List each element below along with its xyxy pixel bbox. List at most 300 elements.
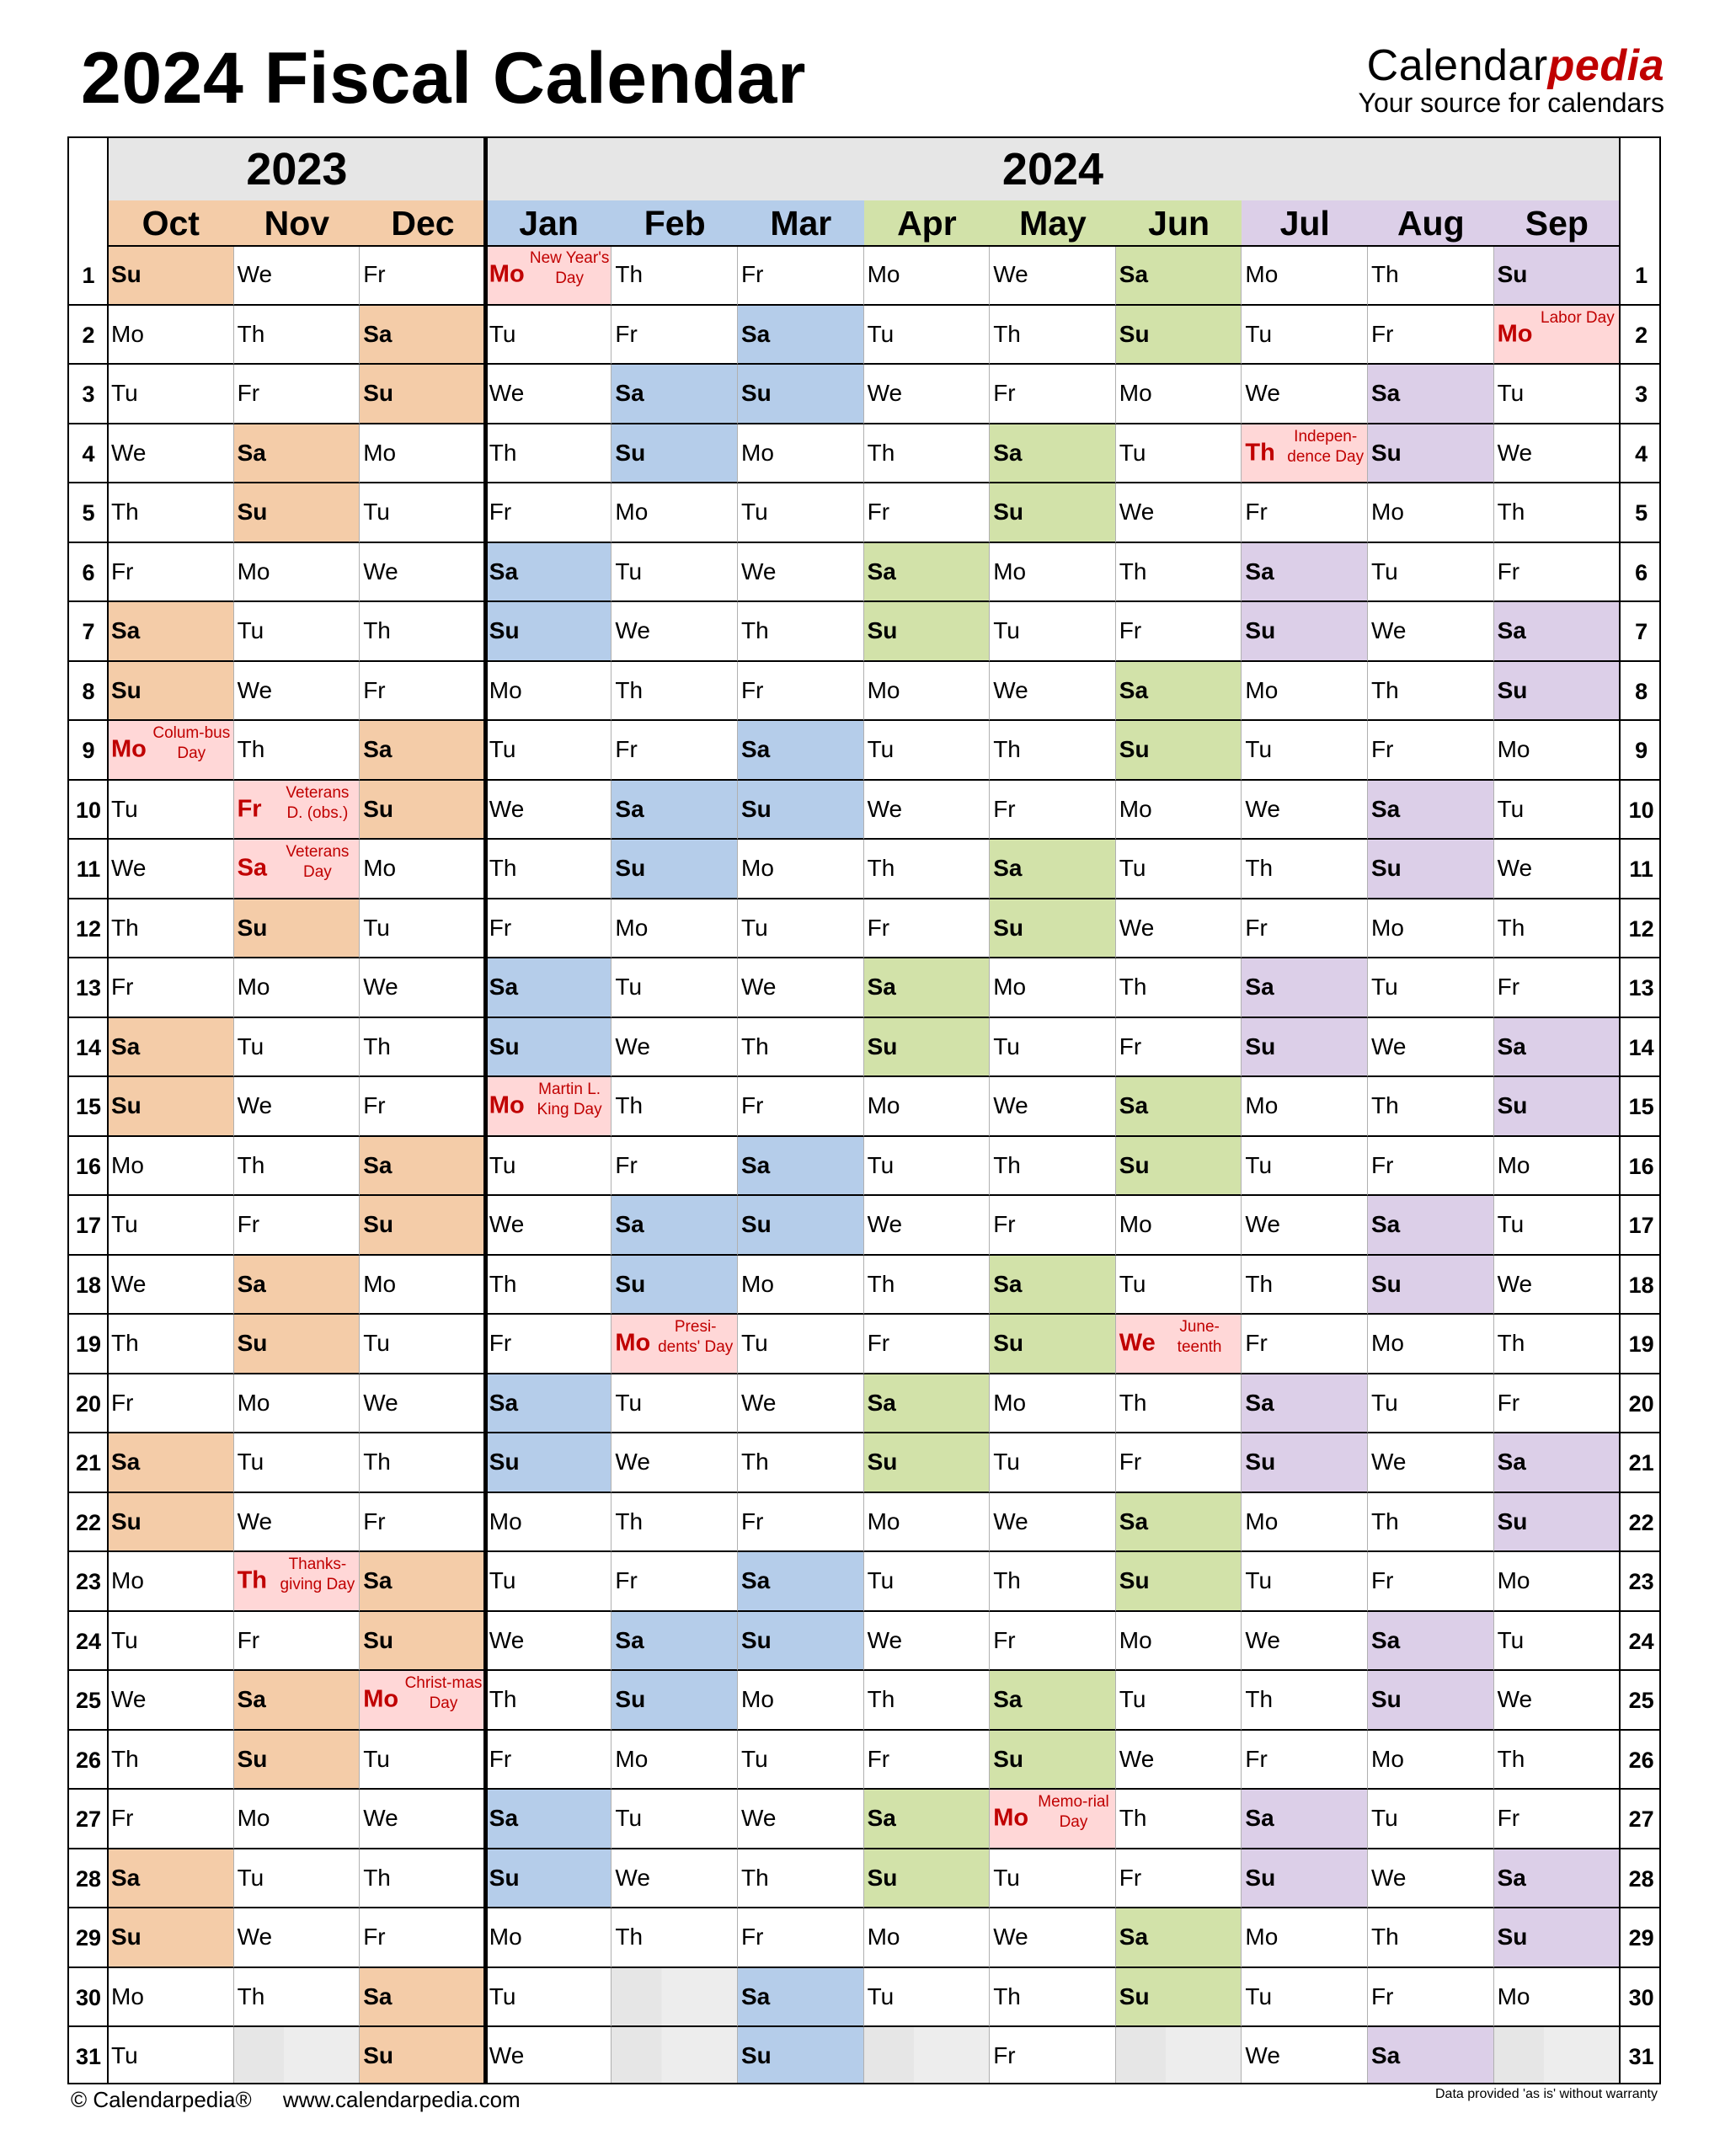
- day-cell-mar-23[interactable]: [738, 1552, 864, 1612]
- day-cell-oct-14[interactable]: [108, 1018, 234, 1078]
- day-cell-aug-25[interactable]: [1368, 1671, 1494, 1731]
- day-cell-jun-2[interactable]: [1116, 306, 1242, 366]
- day-cell-nov-25[interactable]: [234, 1671, 360, 1731]
- day-cell-dec-28[interactable]: [360, 1849, 486, 1909]
- day-cell-jun-15[interactable]: [1116, 1077, 1242, 1137]
- day-cell-jul-17[interactable]: [1242, 1196, 1368, 1256]
- day-cell-jan-3[interactable]: [486, 365, 612, 424]
- day-cell-dec-26[interactable]: [360, 1731, 486, 1790]
- day-cell-feb-14[interactable]: [611, 1018, 738, 1078]
- day-cell-jan-16[interactable]: [486, 1137, 612, 1197]
- day-cell-jul-5[interactable]: [1242, 483, 1368, 543]
- day-cell-jul-15[interactable]: [1242, 1077, 1368, 1137]
- day-cell-jan-20[interactable]: [486, 1374, 612, 1434]
- day-cell-jan-1[interactable]: [486, 246, 612, 306]
- day-cell-oct-11[interactable]: [108, 840, 234, 899]
- day-cell-jul-21[interactable]: [1242, 1433, 1368, 1493]
- day-cell-apr-13[interactable]: [864, 958, 991, 1018]
- day-cell-aug-28[interactable]: [1368, 1849, 1494, 1909]
- day-cell-nov-24[interactable]: [234, 1612, 360, 1672]
- day-cell-jun-24[interactable]: [1116, 1612, 1242, 1672]
- day-cell-dec-16[interactable]: [360, 1137, 486, 1197]
- day-cell-oct-26[interactable]: [108, 1731, 234, 1790]
- day-cell-sep-9[interactable]: [1494, 721, 1621, 781]
- day-cell-nov-2[interactable]: [234, 306, 360, 366]
- day-cell-dec-20[interactable]: [360, 1374, 486, 1434]
- day-cell-jul-24[interactable]: [1242, 1612, 1368, 1672]
- day-cell-aug-21[interactable]: [1368, 1433, 1494, 1493]
- day-cell-dec-5[interactable]: [360, 483, 486, 543]
- day-cell-jul-20[interactable]: [1242, 1374, 1368, 1434]
- day-cell-jan-27[interactable]: [486, 1790, 612, 1849]
- day-cell-sep-28[interactable]: [1494, 1849, 1621, 1909]
- day-cell-nov-20[interactable]: [234, 1374, 360, 1434]
- day-cell-dec-27[interactable]: [360, 1790, 486, 1849]
- day-cell-feb-18[interactable]: [611, 1256, 738, 1315]
- day-cell-jul-4[interactable]: [1242, 424, 1368, 484]
- day-cell-feb-16[interactable]: [611, 1137, 738, 1197]
- day-cell-dec-17[interactable]: [360, 1196, 486, 1256]
- day-cell-may-12[interactable]: [990, 899, 1116, 959]
- day-cell-jan-17[interactable]: [486, 1196, 612, 1256]
- day-cell-aug-6[interactable]: [1368, 543, 1494, 603]
- day-cell-dec-30[interactable]: [360, 1968, 486, 2028]
- day-cell-jan-13[interactable]: [486, 958, 612, 1018]
- day-cell-sep-29[interactable]: [1494, 1908, 1621, 1968]
- day-cell-jan-10[interactable]: [486, 781, 612, 841]
- day-cell-jan-19[interactable]: [486, 1315, 612, 1374]
- day-cell-aug-29[interactable]: [1368, 1908, 1494, 1968]
- day-cell-feb-22[interactable]: [611, 1493, 738, 1553]
- day-cell-nov-17[interactable]: [234, 1196, 360, 1256]
- day-cell-may-14[interactable]: [990, 1018, 1116, 1078]
- day-cell-aug-16[interactable]: [1368, 1137, 1494, 1197]
- day-cell-apr-25[interactable]: [864, 1671, 991, 1731]
- day-cell-mar-4[interactable]: [738, 424, 864, 484]
- day-cell-jun-7[interactable]: [1116, 602, 1242, 662]
- day-cell-aug-3[interactable]: [1368, 365, 1494, 424]
- day-cell-feb-3[interactable]: [611, 365, 738, 424]
- day-cell-jan-26[interactable]: [486, 1731, 612, 1790]
- day-cell-nov-14[interactable]: [234, 1018, 360, 1078]
- day-cell-may-9[interactable]: [990, 721, 1116, 781]
- day-cell-nov-6[interactable]: [234, 543, 360, 603]
- day-cell-feb-29[interactable]: [611, 1908, 738, 1968]
- day-cell-aug-7[interactable]: [1368, 602, 1494, 662]
- day-cell-nov-16[interactable]: [234, 1137, 360, 1197]
- day-cell-oct-20[interactable]: [108, 1374, 234, 1434]
- day-cell-apr-5[interactable]: [864, 483, 991, 543]
- day-cell-jul-9[interactable]: [1242, 721, 1368, 781]
- day-cell-may-26[interactable]: [990, 1731, 1116, 1790]
- day-cell-aug-31[interactable]: [1368, 2027, 1494, 2084]
- day-cell-jul-11[interactable]: [1242, 840, 1368, 899]
- day-cell-mar-3[interactable]: [738, 365, 864, 424]
- day-cell-jul-25[interactable]: [1242, 1671, 1368, 1731]
- day-cell-feb-28[interactable]: [611, 1849, 738, 1909]
- day-cell-sep-6[interactable]: [1494, 543, 1621, 603]
- day-cell-jan-5[interactable]: [486, 483, 612, 543]
- day-cell-jun-30[interactable]: [1116, 1968, 1242, 2028]
- day-cell-nov-22[interactable]: [234, 1493, 360, 1553]
- day-cell-aug-8[interactable]: [1368, 662, 1494, 722]
- day-cell-sep-22[interactable]: [1494, 1493, 1621, 1553]
- day-cell-jun-18[interactable]: [1116, 1256, 1242, 1315]
- day-cell-jun-16[interactable]: [1116, 1137, 1242, 1197]
- day-cell-sep-1[interactable]: [1494, 246, 1621, 306]
- day-cell-feb-12[interactable]: [611, 899, 738, 959]
- day-cell-jun-8[interactable]: [1116, 662, 1242, 722]
- day-cell-may-18[interactable]: [990, 1256, 1116, 1315]
- day-cell-oct-9[interactable]: [108, 721, 234, 781]
- day-cell-oct-25[interactable]: [108, 1671, 234, 1731]
- day-cell-jul-13[interactable]: [1242, 958, 1368, 1018]
- day-cell-mar-18[interactable]: [738, 1256, 864, 1315]
- day-cell-sep-8[interactable]: [1494, 662, 1621, 722]
- day-cell-apr-28[interactable]: [864, 1849, 991, 1909]
- day-cell-jun-5[interactable]: [1116, 483, 1242, 543]
- day-cell-dec-29[interactable]: [360, 1908, 486, 1968]
- day-cell-sep-15[interactable]: [1494, 1077, 1621, 1137]
- day-cell-dec-24[interactable]: [360, 1612, 486, 1672]
- day-cell-nov-9[interactable]: [234, 721, 360, 781]
- day-cell-jul-14[interactable]: [1242, 1018, 1368, 1078]
- day-cell-jul-27[interactable]: [1242, 1790, 1368, 1849]
- day-cell-mar-31[interactable]: [738, 2027, 864, 2084]
- day-cell-mar-11[interactable]: [738, 840, 864, 899]
- day-cell-dec-4[interactable]: [360, 424, 486, 484]
- day-cell-aug-27[interactable]: [1368, 1790, 1494, 1849]
- day-cell-may-20[interactable]: [990, 1374, 1116, 1434]
- day-cell-jun-17[interactable]: [1116, 1196, 1242, 1256]
- day-cell-dec-6[interactable]: [360, 543, 486, 603]
- day-cell-nov-12[interactable]: [234, 899, 360, 959]
- day-cell-oct-19[interactable]: [108, 1315, 234, 1374]
- day-cell-sep-23[interactable]: [1494, 1552, 1621, 1612]
- day-cell-may-8[interactable]: [990, 662, 1116, 722]
- day-cell-feb-5[interactable]: [611, 483, 738, 543]
- day-cell-sep-4[interactable]: [1494, 424, 1621, 484]
- day-cell-mar-9[interactable]: [738, 721, 864, 781]
- day-cell-sep-3[interactable]: [1494, 365, 1621, 424]
- day-cell-aug-20[interactable]: [1368, 1374, 1494, 1434]
- day-cell-mar-20[interactable]: [738, 1374, 864, 1434]
- day-cell-apr-3[interactable]: [864, 365, 991, 424]
- day-cell-apr-4[interactable]: [864, 424, 991, 484]
- day-cell-jun-28[interactable]: [1116, 1849, 1242, 1909]
- day-cell-aug-18[interactable]: [1368, 1256, 1494, 1315]
- day-cell-jan-6[interactable]: [486, 543, 612, 603]
- day-cell-may-21[interactable]: [990, 1433, 1116, 1493]
- day-cell-jul-19[interactable]: [1242, 1315, 1368, 1374]
- day-cell-aug-17[interactable]: [1368, 1196, 1494, 1256]
- day-cell-dec-1[interactable]: [360, 246, 486, 306]
- day-cell-feb-25[interactable]: [611, 1671, 738, 1731]
- day-cell-aug-11[interactable]: [1368, 840, 1494, 899]
- day-cell-apr-29[interactable]: [864, 1908, 991, 1968]
- day-cell-sep-25[interactable]: [1494, 1671, 1621, 1731]
- day-cell-oct-4[interactable]: [108, 424, 234, 484]
- day-cell-aug-4[interactable]: [1368, 424, 1494, 484]
- day-cell-apr-26[interactable]: [864, 1731, 991, 1790]
- day-cell-may-16[interactable]: [990, 1137, 1116, 1197]
- day-cell-jan-28[interactable]: [486, 1849, 612, 1909]
- day-cell-aug-9[interactable]: [1368, 721, 1494, 781]
- day-cell-oct-12[interactable]: [108, 899, 234, 959]
- day-cell-apr-27[interactable]: [864, 1790, 991, 1849]
- day-cell-dec-31[interactable]: [360, 2027, 486, 2084]
- day-cell-jan-15[interactable]: [486, 1077, 612, 1137]
- day-cell-jun-13[interactable]: [1116, 958, 1242, 1018]
- day-cell-nov-28[interactable]: [234, 1849, 360, 1909]
- day-cell-dec-11[interactable]: [360, 840, 486, 899]
- day-cell-may-30[interactable]: [990, 1968, 1116, 2028]
- day-cell-oct-16[interactable]: [108, 1137, 234, 1197]
- footer-website-link[interactable]: www.calendarpedia.com: [282, 2087, 521, 2112]
- day-cell-jan-23[interactable]: [486, 1552, 612, 1612]
- day-cell-jul-28[interactable]: [1242, 1849, 1368, 1909]
- day-cell-mar-5[interactable]: [738, 483, 864, 543]
- day-cell-aug-22[interactable]: [1368, 1493, 1494, 1553]
- day-cell-jul-2[interactable]: [1242, 306, 1368, 366]
- day-cell-jul-22[interactable]: [1242, 1493, 1368, 1553]
- day-cell-dec-21[interactable]: [360, 1433, 486, 1493]
- brand-logo[interactable]: [1358, 41, 1664, 118]
- day-cell-oct-30[interactable]: [108, 1968, 234, 2028]
- day-cell-nov-3[interactable]: [234, 365, 360, 424]
- day-cell-jan-24[interactable]: [486, 1612, 612, 1672]
- day-cell-nov-26[interactable]: [234, 1731, 360, 1790]
- day-cell-nov-13[interactable]: [234, 958, 360, 1018]
- day-cell-feb-17[interactable]: [611, 1196, 738, 1256]
- day-cell-sep-14[interactable]: [1494, 1018, 1621, 1078]
- day-cell-jan-9[interactable]: [486, 721, 612, 781]
- day-cell-sep-13[interactable]: [1494, 958, 1621, 1018]
- day-cell-oct-7[interactable]: [108, 602, 234, 662]
- day-cell-oct-6[interactable]: [108, 543, 234, 603]
- day-cell-dec-25[interactable]: [360, 1671, 486, 1731]
- day-cell-jan-2[interactable]: [486, 306, 612, 366]
- day-cell-jun-19[interactable]: [1116, 1315, 1242, 1374]
- day-cell-may-23[interactable]: [990, 1552, 1116, 1612]
- day-cell-may-29[interactable]: [990, 1908, 1116, 1968]
- day-cell-apr-30[interactable]: [864, 1968, 991, 2028]
- day-cell-oct-22[interactable]: [108, 1493, 234, 1553]
- day-cell-apr-20[interactable]: [864, 1374, 991, 1434]
- day-cell-apr-11[interactable]: [864, 840, 991, 899]
- day-cell-mar-17[interactable]: [738, 1196, 864, 1256]
- day-cell-jun-6[interactable]: [1116, 543, 1242, 603]
- day-cell-jan-21[interactable]: [486, 1433, 612, 1493]
- day-cell-apr-12[interactable]: [864, 899, 991, 959]
- day-cell-oct-8[interactable]: [108, 662, 234, 722]
- day-cell-dec-14[interactable]: [360, 1018, 486, 1078]
- day-cell-mar-30[interactable]: [738, 1968, 864, 2028]
- day-cell-jun-12[interactable]: [1116, 899, 1242, 959]
- day-cell-apr-8[interactable]: [864, 662, 991, 722]
- day-cell-nov-21[interactable]: [234, 1433, 360, 1493]
- day-cell-feb-8[interactable]: [611, 662, 738, 722]
- day-cell-mar-14[interactable]: [738, 1018, 864, 1078]
- day-cell-mar-10[interactable]: [738, 781, 864, 841]
- day-cell-mar-12[interactable]: [738, 899, 864, 959]
- day-cell-mar-27[interactable]: [738, 1790, 864, 1849]
- day-cell-jun-10[interactable]: [1116, 781, 1242, 841]
- day-cell-dec-8[interactable]: [360, 662, 486, 722]
- day-cell-dec-23[interactable]: [360, 1552, 486, 1612]
- day-cell-sep-5[interactable]: [1494, 483, 1621, 543]
- day-cell-mar-6[interactable]: [738, 543, 864, 603]
- day-cell-jul-30[interactable]: [1242, 1968, 1368, 2028]
- day-cell-oct-31[interactable]: [108, 2027, 234, 2084]
- day-cell-sep-7[interactable]: [1494, 602, 1621, 662]
- day-cell-jul-16[interactable]: [1242, 1137, 1368, 1197]
- day-cell-may-2[interactable]: [990, 306, 1116, 366]
- day-cell-may-22[interactable]: [990, 1493, 1116, 1553]
- day-cell-jun-4[interactable]: [1116, 424, 1242, 484]
- day-cell-mar-29[interactable]: [738, 1908, 864, 1968]
- day-cell-may-3[interactable]: [990, 365, 1116, 424]
- day-cell-may-11[interactable]: [990, 840, 1116, 899]
- day-cell-sep-24[interactable]: [1494, 1612, 1621, 1672]
- day-cell-nov-15[interactable]: [234, 1077, 360, 1137]
- day-cell-may-28[interactable]: [990, 1849, 1116, 1909]
- day-cell-sep-21[interactable]: [1494, 1433, 1621, 1493]
- day-cell-dec-10[interactable]: [360, 781, 486, 841]
- day-cell-may-24[interactable]: [990, 1612, 1116, 1672]
- day-cell-oct-13[interactable]: [108, 958, 234, 1018]
- day-cell-feb-4[interactable]: [611, 424, 738, 484]
- day-cell-dec-18[interactable]: [360, 1256, 486, 1315]
- day-cell-feb-1[interactable]: [611, 246, 738, 306]
- day-cell-feb-27[interactable]: [611, 1790, 738, 1849]
- day-cell-oct-2[interactable]: [108, 306, 234, 366]
- day-cell-apr-10[interactable]: [864, 781, 991, 841]
- day-cell-feb-24[interactable]: [611, 1612, 738, 1672]
- day-cell-feb-6[interactable]: [611, 543, 738, 603]
- day-cell-dec-12[interactable]: [360, 899, 486, 959]
- day-cell-apr-24[interactable]: [864, 1612, 991, 1672]
- day-cell-nov-11[interactable]: [234, 840, 360, 899]
- day-cell-jan-4[interactable]: [486, 424, 612, 484]
- day-cell-aug-19[interactable]: [1368, 1315, 1494, 1374]
- day-cell-may-7[interactable]: [990, 602, 1116, 662]
- day-cell-jul-31[interactable]: [1242, 2027, 1368, 2084]
- day-cell-may-19[interactable]: [990, 1315, 1116, 1374]
- day-cell-jun-14[interactable]: [1116, 1018, 1242, 1078]
- day-cell-dec-2[interactable]: [360, 306, 486, 366]
- day-cell-jul-10[interactable]: [1242, 781, 1368, 841]
- day-cell-dec-13[interactable]: [360, 958, 486, 1018]
- day-cell-may-15[interactable]: [990, 1077, 1116, 1137]
- day-cell-feb-10[interactable]: [611, 781, 738, 841]
- day-cell-aug-10[interactable]: [1368, 781, 1494, 841]
- day-cell-oct-21[interactable]: [108, 1433, 234, 1493]
- day-cell-may-6[interactable]: [990, 543, 1116, 603]
- day-cell-sep-16[interactable]: [1494, 1137, 1621, 1197]
- day-cell-apr-7[interactable]: [864, 602, 991, 662]
- day-cell-mar-15[interactable]: [738, 1077, 864, 1137]
- day-cell-sep-30[interactable]: [1494, 1968, 1621, 2028]
- day-cell-may-31[interactable]: [990, 2027, 1116, 2084]
- day-cell-feb-23[interactable]: [611, 1552, 738, 1612]
- day-cell-jul-7[interactable]: [1242, 602, 1368, 662]
- day-cell-mar-7[interactable]: [738, 602, 864, 662]
- day-cell-jul-1[interactable]: [1242, 246, 1368, 306]
- day-cell-may-1[interactable]: [990, 246, 1116, 306]
- day-cell-jul-6[interactable]: [1242, 543, 1368, 603]
- day-cell-jul-8[interactable]: [1242, 662, 1368, 722]
- day-cell-dec-7[interactable]: [360, 602, 486, 662]
- day-cell-jun-25[interactable]: [1116, 1671, 1242, 1731]
- day-cell-sep-27[interactable]: [1494, 1790, 1621, 1849]
- day-cell-mar-2[interactable]: [738, 306, 864, 366]
- day-cell-aug-12[interactable]: [1368, 899, 1494, 959]
- day-cell-may-27[interactable]: [990, 1790, 1116, 1849]
- day-cell-mar-8[interactable]: [738, 662, 864, 722]
- day-cell-apr-23[interactable]: [864, 1552, 991, 1612]
- day-cell-oct-28[interactable]: [108, 1849, 234, 1909]
- day-cell-jan-31[interactable]: [486, 2027, 612, 2084]
- day-cell-may-5[interactable]: [990, 483, 1116, 543]
- day-cell-oct-29[interactable]: [108, 1908, 234, 1968]
- day-cell-feb-13[interactable]: [611, 958, 738, 1018]
- day-cell-apr-9[interactable]: [864, 721, 991, 781]
- day-cell-may-10[interactable]: [990, 781, 1116, 841]
- day-cell-jun-26[interactable]: [1116, 1731, 1242, 1790]
- day-cell-sep-12[interactable]: [1494, 899, 1621, 959]
- day-cell-feb-15[interactable]: [611, 1077, 738, 1137]
- day-cell-oct-18[interactable]: [108, 1256, 234, 1315]
- day-cell-may-25[interactable]: [990, 1671, 1116, 1731]
- day-cell-aug-23[interactable]: [1368, 1552, 1494, 1612]
- day-cell-feb-2[interactable]: [611, 306, 738, 366]
- day-cell-mar-26[interactable]: [738, 1731, 864, 1790]
- day-cell-sep-26[interactable]: [1494, 1731, 1621, 1790]
- day-cell-jan-7[interactable]: [486, 602, 612, 662]
- day-cell-nov-4[interactable]: [234, 424, 360, 484]
- day-cell-oct-17[interactable]: [108, 1196, 234, 1256]
- day-cell-jul-12[interactable]: [1242, 899, 1368, 959]
- day-cell-jun-22[interactable]: [1116, 1493, 1242, 1553]
- day-cell-nov-5[interactable]: [234, 483, 360, 543]
- day-cell-jan-12[interactable]: [486, 899, 612, 959]
- day-cell-aug-14[interactable]: [1368, 1018, 1494, 1078]
- day-cell-aug-15[interactable]: [1368, 1077, 1494, 1137]
- day-cell-feb-21[interactable]: [611, 1433, 738, 1493]
- day-cell-apr-21[interactable]: [864, 1433, 991, 1493]
- day-cell-oct-15[interactable]: [108, 1077, 234, 1137]
- day-cell-mar-1[interactable]: [738, 246, 864, 306]
- day-cell-aug-26[interactable]: [1368, 1731, 1494, 1790]
- day-cell-nov-29[interactable]: [234, 1908, 360, 1968]
- day-cell-sep-17[interactable]: [1494, 1196, 1621, 1256]
- day-cell-apr-14[interactable]: [864, 1018, 991, 1078]
- day-cell-mar-28[interactable]: [738, 1849, 864, 1909]
- day-cell-nov-27[interactable]: [234, 1790, 360, 1849]
- day-cell-apr-17[interactable]: [864, 1196, 991, 1256]
- day-cell-aug-24[interactable]: [1368, 1612, 1494, 1672]
- day-cell-feb-9[interactable]: [611, 721, 738, 781]
- day-cell-jul-3[interactable]: [1242, 365, 1368, 424]
- day-cell-apr-6[interactable]: [864, 543, 991, 603]
- day-cell-jan-8[interactable]: [486, 662, 612, 722]
- day-cell-oct-23[interactable]: [108, 1552, 234, 1612]
- day-cell-aug-13[interactable]: [1368, 958, 1494, 1018]
- day-cell-sep-20[interactable]: [1494, 1374, 1621, 1434]
- day-cell-nov-7[interactable]: [234, 602, 360, 662]
- day-cell-oct-5[interactable]: [108, 483, 234, 543]
